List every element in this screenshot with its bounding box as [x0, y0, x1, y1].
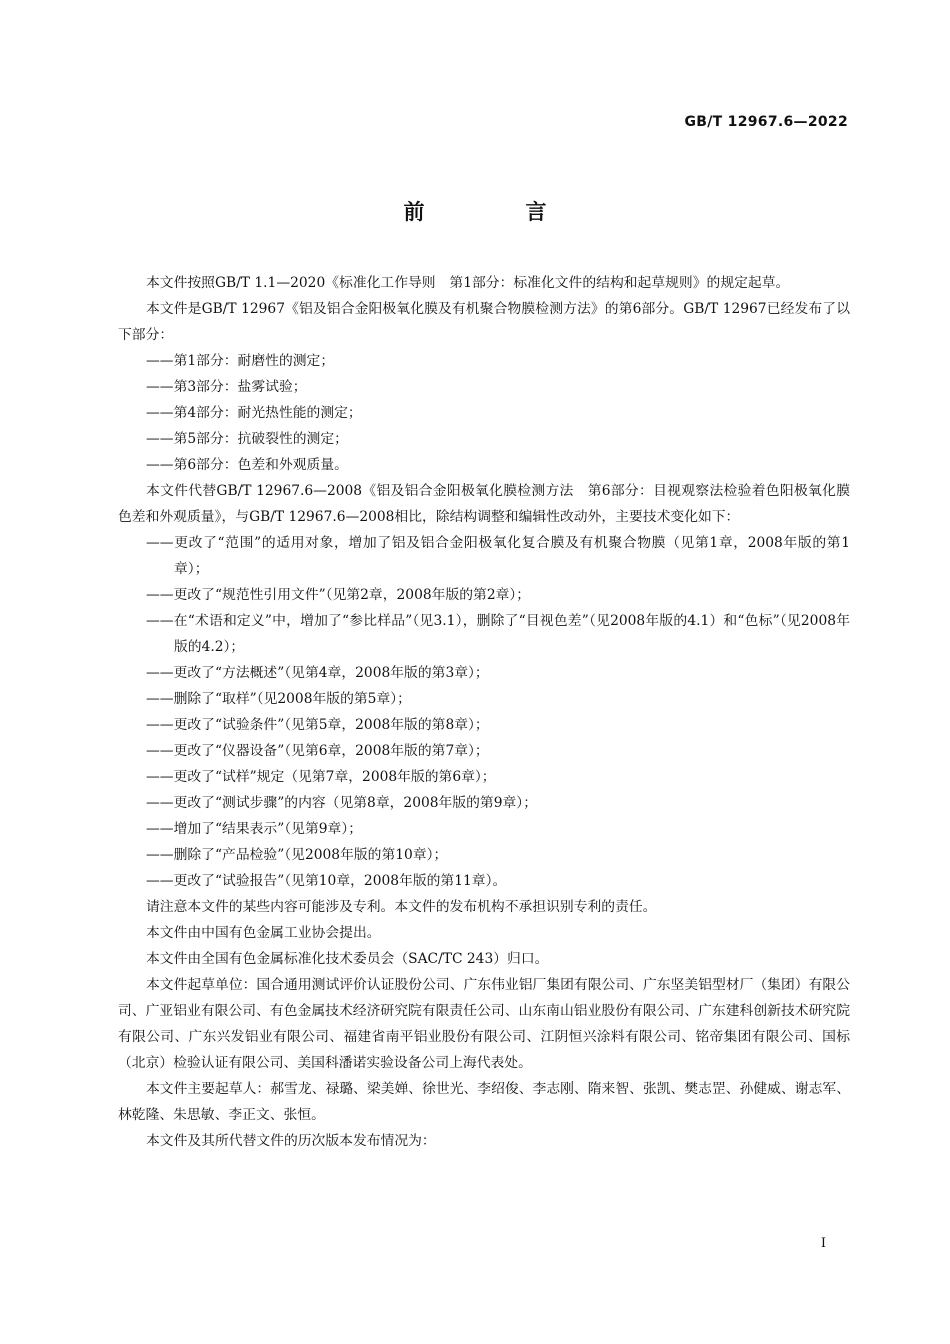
list-item: ——增加了“结果表示”（见第9章）； — [146, 821, 363, 837]
list-item: ——更改了“试样”规定（见第7章，2008年版的第6章）； — [146, 769, 496, 785]
list-item: ——更改了“测试步骤”的内容（见第8章，2008年版的第9章）； — [146, 795, 537, 811]
paragraph: 本文件按照GB/T 1.1—2020《标准化工作导则 第1部分：标准化文件的结构和起草规则》的规定起草。 — [146, 275, 790, 291]
list-item: ——更改了“范围”的适用对象，增加了铝及铝合金阳极氧化复合膜及有机聚合物膜（见第1章，2008年版的第1章）； — [146, 535, 850, 577]
list-item: ——更改了“仪器设备”（见第6章，2008年版的第7章）； — [146, 743, 489, 759]
list-item: ——更改了“试验报告”（见第10章，2008年版的第11章）。 — [146, 873, 507, 889]
paragraph: 本文件代替GB/T 12967.6—2008《铝及铝合金阳极氧化膜检测方法 第6部分：目视观察法检验着色阳极氧化膜色差和外观质量》，与GB/T 12967.6—2008相比，除结构调整和编辑性改动外，主要技术变化如下： — [118, 483, 850, 525]
list-item: ——更改了“方法概述”（见第4章，2008年版的第3章）； — [146, 665, 489, 681]
paragraph: 本文件由全国有色金属标准化技术委员会（SAC/TC 243）归口。 — [146, 951, 549, 967]
paragraph: 本文件起草单位：国合通用测试评价认证股份公司、广东伟业铝厂集团有限公司、广东坚美铝型材厂（集团）有限公司、广亚铝业有限公司、有色金属技术经济研究院有限责任公司、山东南山铝业股份有限公司、广东建科创新技术研究院有限公司、广东兴发铝业有限公司、福建省南平铝业股份有限公司、江阴恒兴涂料有限公司、铭帝集团有限公司、国标（北京）检验认证有限公司、美国科潘诺实验设备公司上海代表处。 — [118, 977, 850, 1071]
foreword-body — [118, 270, 850, 1154]
list-item: ——第4部分：耐光热性能的测定； — [146, 405, 362, 421]
paragraph: 本文件是GB/T 12967《铝及铝合金阳极氧化膜及有机聚合物膜检测方法》的第6部分。GB/T 12967已经发布了以下部分： — [118, 301, 850, 343]
list-item: ——在“术语和定义”中，增加了“参比样品”（见3.1），删除了“目视色差”（见2008年版的4.1）和“色标”（见2008年版的4.2）； — [146, 613, 850, 655]
list-item: ——更改了“试验条件”（见第5章，2008年版的第8章）； — [146, 717, 489, 733]
paragraph: 本文件及其所代替文件的历次版本发布情况为： — [146, 1133, 436, 1149]
list-item: ——更改了“规范性引用文件”（见第2章，2008年版的第2章）； — [146, 587, 531, 603]
list-item: ——第6部分：色差和外观质量。 — [146, 457, 348, 473]
page-number: I — [820, 1236, 826, 1251]
page-title: 前 言 — [403, 200, 587, 224]
list-item: ——删除了“取样”（见2008年版的第5章）； — [146, 691, 411, 707]
list-item: ——第3部分：盐雾试验； — [146, 379, 307, 395]
paragraph: 本文件主要起草人：郝雪龙、禄璐、梁美婵、徐世光、李绍俊、李志刚、隋来智、张凯、樊志罡、孙健威、谢志军、林乾隆、朱思敏、李正文、张恒。 — [118, 1081, 850, 1123]
paragraph: 本文件由中国有色金属工业协会提出。 — [146, 925, 381, 941]
list-item: ——第5部分：抗破裂性的测定； — [146, 431, 348, 447]
list-item: ——删除了“产品检验”（见2008年版的第10章）； — [146, 847, 448, 863]
standard-code: GB/T 12967.6—2022 — [684, 114, 848, 130]
list-item: ——第1部分：耐磨性的测定； — [146, 353, 335, 369]
paragraph: 请注意本文件的某些内容可能涉及专利。本文件的发布机构不承担识别专利的责任。 — [146, 899, 657, 915]
